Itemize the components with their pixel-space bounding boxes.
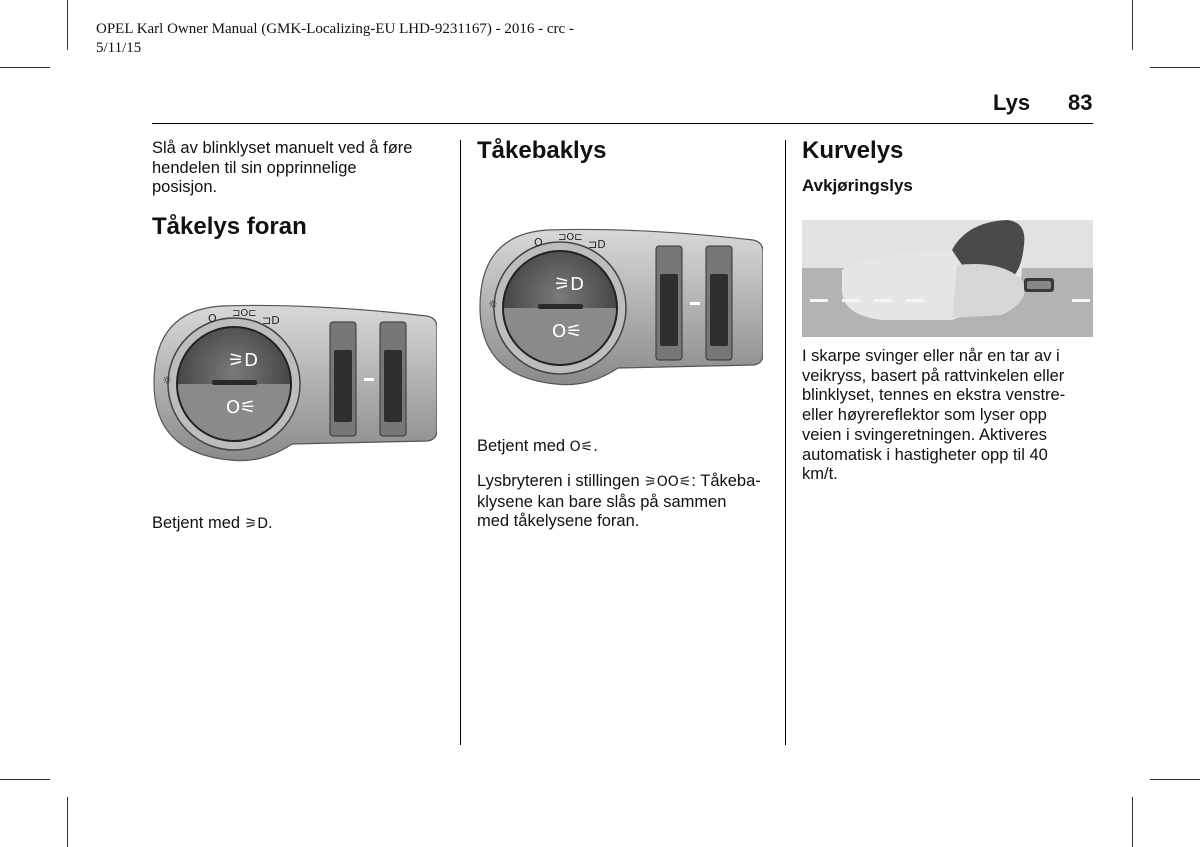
document-header bbox=[96, 20, 574, 58]
rear-fog-icon: O⚟ bbox=[569, 439, 594, 455]
cornering-light-paragraph bbox=[802, 347, 1094, 485]
rear-fog-operated-text bbox=[477, 437, 598, 458]
column-divider bbox=[460, 140, 461, 745]
document-header-line2: 5/11/15 bbox=[96, 40, 142, 56]
svg-text:O: O bbox=[208, 312, 217, 325]
crop-mark bbox=[0, 779, 50, 780]
svg-text:O: O bbox=[534, 236, 543, 249]
page-number: 83 bbox=[1068, 90, 1093, 115]
svg-text:⚞D: ⚞D bbox=[554, 274, 584, 295]
light-switch-illustration-front bbox=[152, 298, 437, 466]
svg-text:⊐D: ⊐D bbox=[262, 314, 280, 327]
period: . bbox=[268, 514, 273, 532]
svg-text:O⚟: O⚟ bbox=[552, 321, 583, 342]
light-switch-illustration-rear bbox=[478, 222, 763, 390]
header-rule bbox=[152, 123, 1093, 124]
body-line: I skarpe svinger eller når en tar av i bbox=[802, 347, 1060, 365]
operated-label: Betjent med bbox=[152, 514, 241, 532]
heading-cornering-light: Kurvelys bbox=[802, 137, 904, 164]
cornering-light-illustration bbox=[802, 220, 1093, 337]
parking-light-icon: ⚞OO⚟ bbox=[644, 474, 692, 490]
switch-line: Lysbryteren i stillingen bbox=[477, 472, 640, 490]
intro-line: hendelen til sin opprinnelige bbox=[152, 158, 357, 177]
body-line: veikryss, basert på rattvinkelen eller bbox=[802, 366, 1065, 385]
svg-text:O⚟: O⚟ bbox=[226, 397, 257, 418]
switch-line: med tåkelysene foran. bbox=[477, 512, 640, 531]
svg-text:⊐O⊏: ⊐O⊏ bbox=[558, 232, 583, 243]
body-line: veien i svingeretningen. Aktiveres bbox=[802, 425, 1047, 444]
subheading-turning-light: Avkjøringslys bbox=[802, 176, 913, 195]
front-fog-icon: ⚞D bbox=[244, 516, 268, 532]
body-line: eller høyrereflektor som lyser opp bbox=[802, 406, 1047, 425]
intro-paragraph bbox=[152, 139, 452, 198]
crop-mark bbox=[0, 67, 50, 68]
switch-line: : Tåkeba- bbox=[691, 472, 761, 490]
crop-mark bbox=[1150, 67, 1200, 68]
heading-rear-fog: Tåkebaklys bbox=[477, 137, 607, 164]
rear-fog-switch-paragraph bbox=[477, 472, 777, 532]
section-title: Lys bbox=[993, 90, 1031, 115]
intro-line: Slå av blinklyset manuelt ved å føre bbox=[152, 139, 413, 157]
heading-front-fog: Tåkelys foran bbox=[152, 213, 307, 240]
svg-text:⊐D: ⊐D bbox=[588, 238, 606, 251]
svg-text:☼: ☼ bbox=[162, 374, 172, 387]
crop-mark bbox=[67, 797, 68, 847]
svg-text:⚞D: ⚞D bbox=[228, 350, 258, 371]
crop-mark bbox=[1150, 779, 1200, 780]
body-line: automatisk i hastigheter opp til 40 bbox=[802, 445, 1048, 464]
svg-text:☼: ☼ bbox=[488, 298, 498, 311]
column-divider bbox=[785, 140, 786, 745]
intro-line: posisjon. bbox=[152, 178, 218, 197]
body-line: blinklyset, tennes en ekstra venstre- bbox=[802, 386, 1066, 405]
operated-label: Betjent med bbox=[477, 437, 566, 455]
crop-mark bbox=[67, 0, 68, 50]
switch-line: klysene kan bare slås på sammen bbox=[477, 492, 727, 511]
crop-mark bbox=[1132, 797, 1133, 847]
front-fog-operated-text bbox=[152, 514, 273, 535]
svg-text:⊐O⊏: ⊐O⊏ bbox=[232, 308, 257, 319]
body-line: km/t. bbox=[802, 465, 838, 484]
document-header-line1: OPEL Karl Owner Manual (GMK-Localizing-EU LHD-9231167) - 2016 - crc - bbox=[96, 21, 574, 37]
crop-mark bbox=[1132, 0, 1133, 50]
period: . bbox=[593, 437, 598, 455]
